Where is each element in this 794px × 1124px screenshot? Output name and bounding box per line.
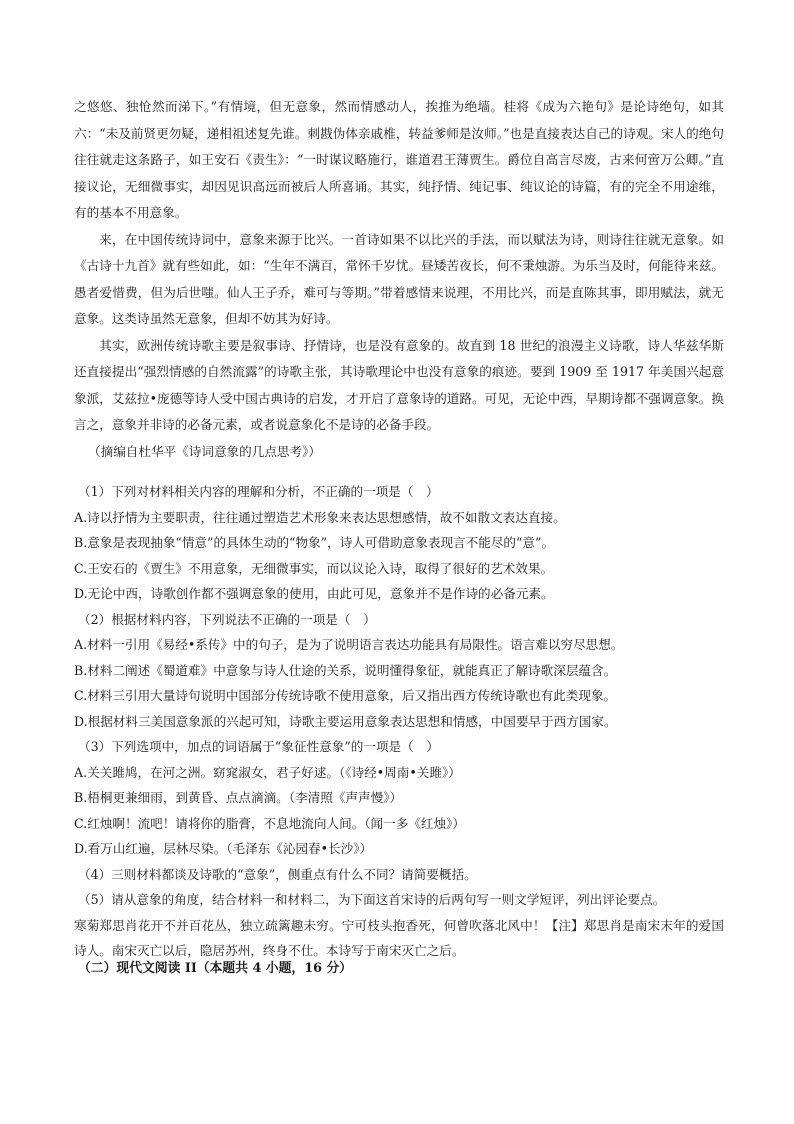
question-option: A.诗以抒情为主要职责，往往通过塑造艺术形象来表达思想感情，故不如散文表达直接。 xyxy=(74,509,566,525)
question-stem: （5）请从意象的角度，结合材料一和材料二，为下面这首宋诗的后两句写一则文学短评，列出评论要点。 xyxy=(78,892,666,907)
question-option: D.根据材料三美国意象派的兴起可知，诗歌主要运用意象表达思想和情感，中国要早于西方国家。 xyxy=(74,713,617,729)
question-option: C.王安石的《贾生》不用意象，无细微事实，而以议论入诗，取得了很好的艺术效果。 xyxy=(74,560,554,576)
question-list xyxy=(74,479,724,964)
question-stem: （1）下列对材料相关内容的理解和分析，不正确的一项是（ ） xyxy=(78,484,439,499)
question-option: A.材料一引用《易经•系传》中的句子，是为了说明语言表达功能具有局限性。语言难以穷尽思想。 xyxy=(74,637,624,652)
question-option: C.红烛啊！流吧！请将你的脂膏，不息地流向人间。（闻一多《红烛》） xyxy=(74,815,465,831)
content-area xyxy=(74,94,724,964)
article-body xyxy=(74,94,724,439)
article-paragraph: 来，在中国传统诗词中，意象来源于比兴。一首诗如果不以比兴的手法，而以赋法为诗，则诗往往就无意象。如《古诗十九首》就有些如此，如：“生年不满百，常怀千岁忧。昼矮苦夜长，何不秉烛游。为乐当及时，何能待来兹。愚者爱惜费，但为后世嗤。仙人王子乔，难可与等期。”带着感情来说理，不用比兴，而是直陈其事，即用赋法，就无意象。这类诗虽然无意象，但却不妨其为好诗。 xyxy=(74,231,724,326)
question-option: B.意象是表现抽象“情意”的具体生动的“物象”，诗人可借助意象表现言不能尽的“意”。 xyxy=(74,535,555,550)
question-option: C.材料三引用大量诗句说明中国部分传统诗歌不使用意象，后又指出西方传统诗歌也有此类现象。 xyxy=(74,688,617,703)
section-heading: （二）现代文阅读 II（本题共 4 小题，16 分） xyxy=(78,961,353,976)
question-stem: （2）根据材料内容，下列说法不正确的一项是（ ） xyxy=(78,611,376,627)
question-option: D.无论中西，诗歌创作都不强调意象的使用，由此可见，意象并不是作诗的必备元素。 xyxy=(74,586,554,601)
article-paragraph: 其实，欧洲传统诗歌主要是叙事诗、抒情诗，也是没有意象的。故直到 18 世纪的浪漫主义诗歌，诗人华兹华斯还直接提出“强烈情感的自然流露”的诗歌主张，其诗歌理论中也没有意象的痕迹。要到 1909 至 1917 年美国兴起意象派，艾兹拉•庞德等诗人受中国古典诗的启发，才开启了意象诗的道路。可见，无论中西，早期诗都不强调意象。换言之，意象并非诗的必备元素，或者说意象化不是诗的必备手段。 xyxy=(74,337,724,432)
question-option: A.关关雎鸠，在河之洲。窈窕淑女，君子好逑。（《诗经•周南•关雎》） xyxy=(74,764,461,780)
article-paragraph: 之悠悠、独怆然而涕下。”有情境，但无意象，然而情感动人，挨推为绝墙。桂将《成为六艳句》是论诗绝句，如其六：“未及前贤更勿疑，递相祖述复先谁。刺戡伪体亲戚椎，转益爹师是汝师。”也是直接表达自己的诗观。宋人的绝句往往就走这条路子，如王安石《责生》：“一时谋议略施行，谁道君王薄贾生。爵位自高言尽废，古来何啻万公卿。”直接议论，无细微事实，却因见识高远而被后人所喜诵。其实，纯抒情、纯记事、纯议论的诗篇，有的完全不用途维，有的基本不用意象。 xyxy=(74,99,724,220)
article-source: （摘编自杜华平《诗词意象的几点思考》） xyxy=(88,443,321,459)
question-stem: （4）三则材料都谈及诗歌的“意象”，侧重点有什么不同？请简要概括。 xyxy=(78,866,477,882)
question-option: B.梧桐更兼细雨，到黄昏、点点滴滴。（李清照《声声慢》） xyxy=(74,790,403,805)
question-option: B.材料二阐述《蜀道难》中意象与诗人仕途的关系，说明懂得象征，就能真正了解诗歌深层蕴含。 xyxy=(74,662,617,678)
question-option: 寒菊郑思肖花开不并百花丛，独立疏篱趣未穷。宁可枝头抱香死，何曾吹落北风中！【注】郑思肖是南宋末年的爱国诗人。南宋灭亡以后，隐居苏州，终身不仕。本诗写于南宋灭亡之后。 xyxy=(74,917,724,958)
question-stem: （3）下列选项中，加点的词语属于“象征性意象”的一项是（ ） xyxy=(78,739,439,754)
question-option: D.看万山红遍，层林尽染。（毛泽东《沁园春•长沙》） xyxy=(74,841,373,856)
